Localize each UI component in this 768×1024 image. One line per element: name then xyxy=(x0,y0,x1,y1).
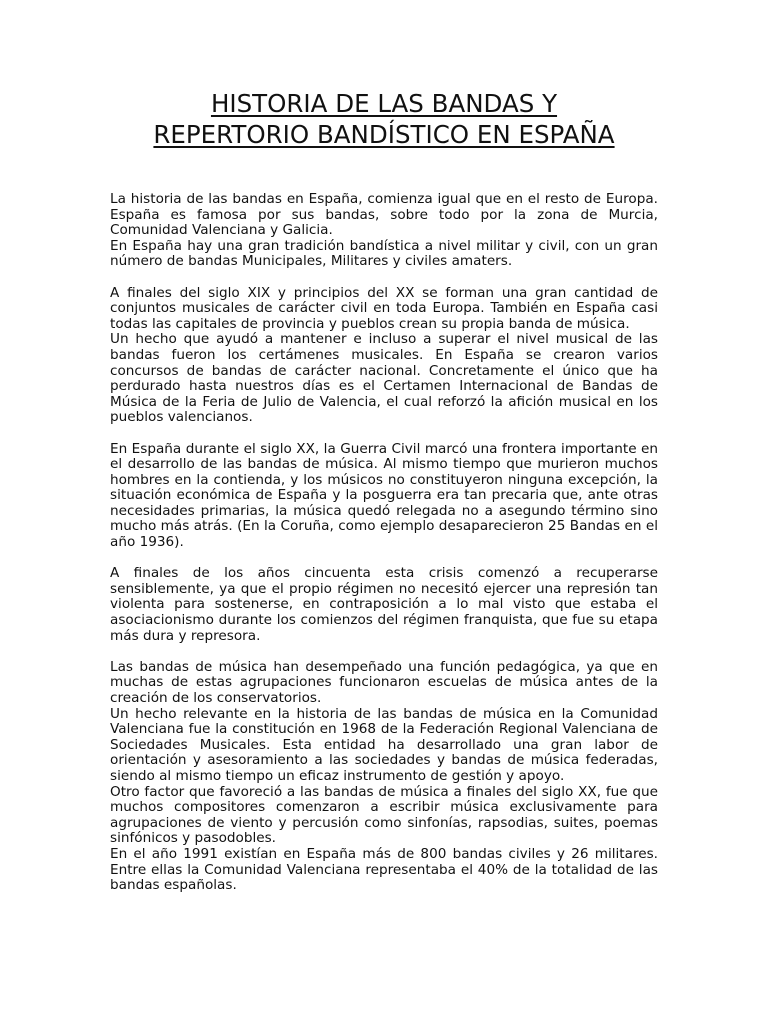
document-title xyxy=(110,88,658,150)
paragraph-5: En España durante el siglo XX, la Guerra Civil marcó una frontera importante en el desarrollo de las bandas de música. Al mismo tiempo que murieron muchos hombres en la contienda, y los músicos no constituyeron ninguna excepción, la situación económica de España y la posguerra era tan precaria que, ante otras necesidades primarias, la música quedó relegada no a asegundo término sino mucho más atrás. (En la Coruña, como ejemplo desaparecieron 25 Bandas en el año 1936). xyxy=(110,440,658,551)
paragraph-10: En el año 1991 existían en España más de 800 bandas civiles y 26 militares. Entre ellas la Comunidad Valenciana representaba el 40% de la totalidad de las bandas españolas. xyxy=(110,845,658,894)
paragraph-9: Otro factor que favoreció a las bandas de música a finales del siglo XX, fue que muchos compositores comenzaron a escribir música exclusivamente para agrupaciones de viento y percusión como sinfonías, rapsodias, suites, poemas sinfónicos y pasodobles. xyxy=(110,783,658,847)
document-page xyxy=(110,0,658,894)
paragraph-8: Un hecho relevante en la historia de las bandas de música en la Comunidad Valenciana fue la constitución en 1968 de la Federación Regional Valenciana de Sociedades Musicales. Esta entidad ha desarrollado una gran labor de orientación y asesoramiento a las sociedades y bandas de música federadas, siendo al mismo tiempo un eficaz instrumento de gestión y apoyo. xyxy=(110,705,658,784)
paragraph-spacer xyxy=(110,270,658,286)
paragraph-spacer xyxy=(110,551,658,567)
paragraph-3: A finales del siglo XIX y principios del XX se forman una gran cantidad de conjuntos musicales de carácter civil en toda Europa. También en España casi todas las capitales de provincia y pueblos crean su propia banda de música. xyxy=(110,284,658,332)
paragraph-4: Un hecho que ayudó a mantener e incluso a superar el nivel musical de las bandas fueron los certámenes musicales. En España se crearon varios concursos de bandas de carácter nacional. Concretamente el único que ha perdurado hasta nuestros días es el Certamen Internacional de Bandas de Música de la Feria de Julio de Valencia, el cual reforzó la afición musical en los pueblos valencianos. xyxy=(110,331,658,426)
paragraph-2: En España hay una gran tradición bandística a nivel militar y civil, con un gran número de bandas Municipales, Militares y civiles amaters. xyxy=(110,237,658,270)
document-body xyxy=(110,192,658,894)
title-line-2: REPERTORIO BANDÍSTICO EN ESPAÑA xyxy=(153,120,615,149)
title-line-1: HISTORIA DE LAS BANDAS Y xyxy=(210,89,558,118)
paragraph-7: Las bandas de música han desempeñado una función pedagógica, ya que en muchas de estas agrupaciones funcionaron escuelas de música antes de la creación de los conservatorios. xyxy=(110,658,658,706)
paragraph-spacer xyxy=(110,644,658,660)
paragraph-6: A finales de los años cincuenta esta crisis comenzó a recuperarse sensiblemente, ya que el propio régimen no necesitó ejercer una represión tan violenta para sostenerse, en contraposición a lo mal visto que estaba el asociacionismo durante los comienzos del régimen franquista, que fue su etapa más dura y represora. xyxy=(110,565,658,644)
paragraph-spacer xyxy=(110,426,658,442)
paragraph-1: La historia de las bandas en España, comienza igual que en el resto de Europa. España es famosa por sus bandas, sobre todo por la zona de Murcia, Comunidad Valenciana y Galicia. xyxy=(110,191,658,239)
